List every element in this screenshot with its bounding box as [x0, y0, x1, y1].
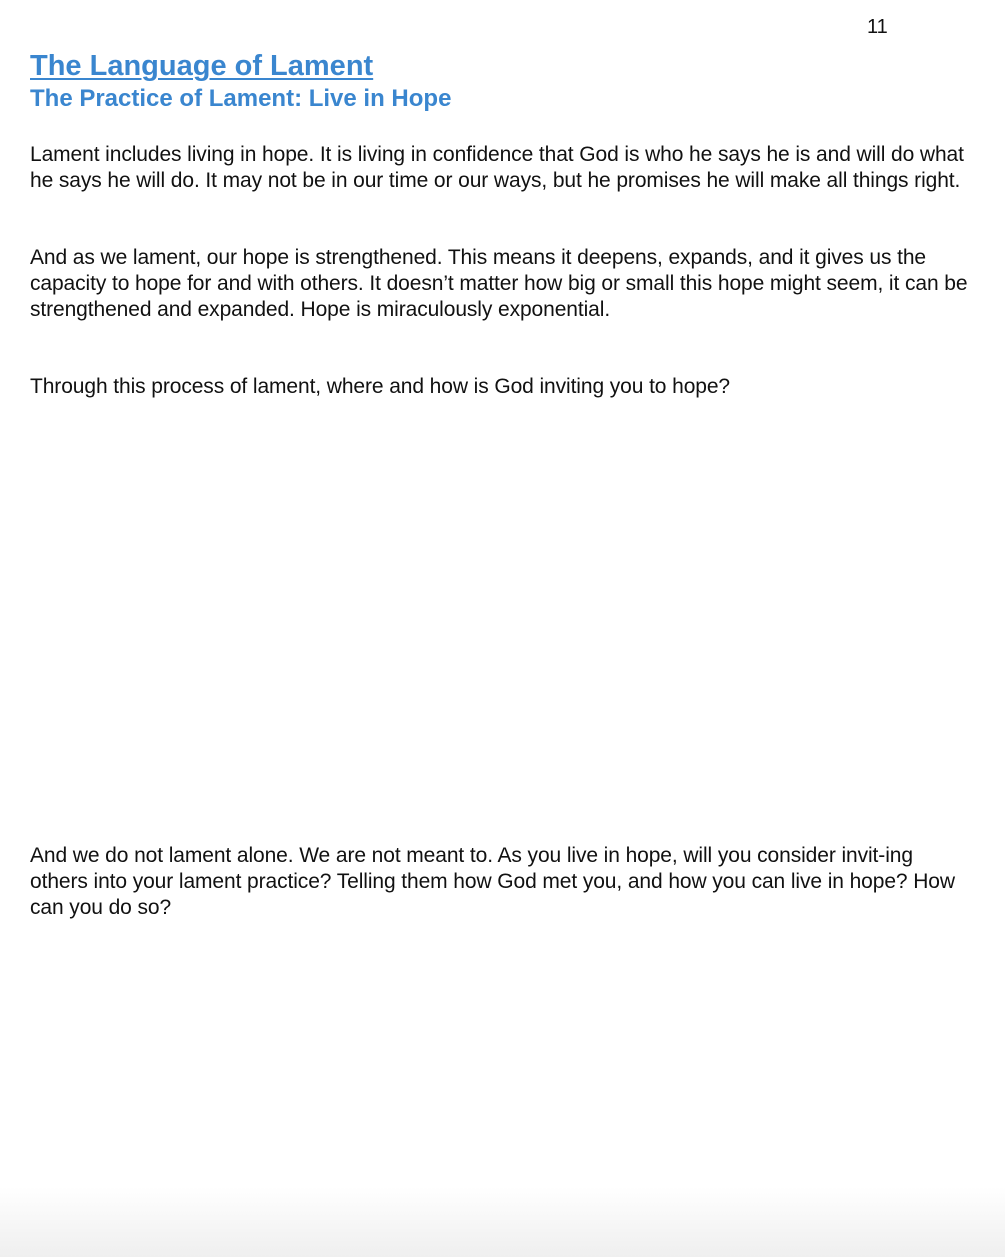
- page-number: 11: [867, 16, 888, 38]
- paragraph-hope-strengthened: And as we lament, our hope is strengthened. This means it deepens, expands, and it gives us the capacity to hope for and with others. It doesn’t matter how big or small this hope might seem, it can be strengthened and expanded. Hope is miraculously exponential.: [30, 246, 968, 321]
- page-title: The Language of Lament: [30, 50, 374, 82]
- paragraph-hope-intro: Lament includes living in hope. It is living in confidence that God is who he says he is and will do what he says he will do. It may not be in our time or our ways, but he promises he will make all things right.: [30, 143, 964, 192]
- question-inviting-others: And we do not lament alone. We are not meant to. As you live in hope, will you consider invit-ing others into your lament practice? Telling them how God met you, and how you can live in hope? How can you do so?: [30, 844, 955, 919]
- question-inviting-hope: Through this process of lament, where and how is God inviting you to hope?: [30, 375, 731, 398]
- page-bottom-shadow: [0, 1187, 1005, 1257]
- page-subtitle: The Practice of Lament: Live in Hope: [30, 85, 452, 112]
